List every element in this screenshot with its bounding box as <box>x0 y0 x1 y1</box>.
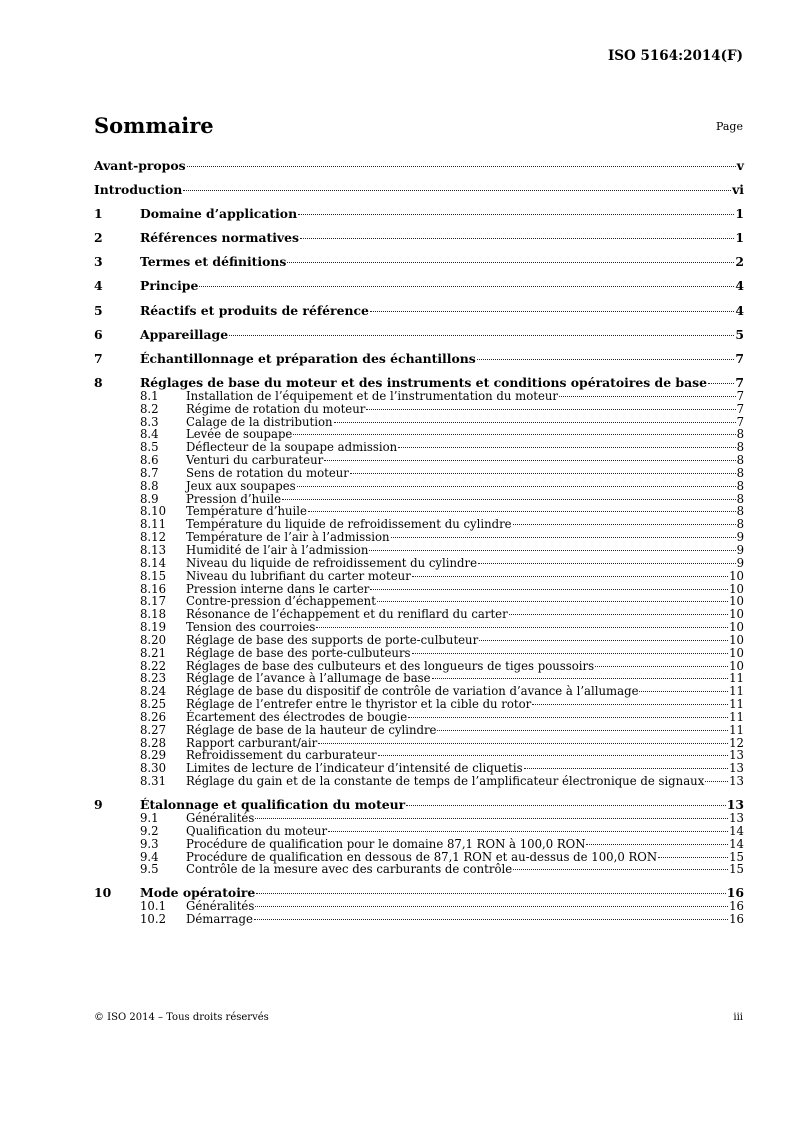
dot-leader <box>229 335 734 336</box>
toc-entry-page: 13 <box>726 797 744 813</box>
toc-subentry-page: 14 <box>729 836 744 851</box>
page-title: Sommaire <box>94 113 214 138</box>
toc-subentry-title: Température du liquide de refroidissement du cylindre <box>186 517 512 532</box>
toc-subentry[interactable] <box>94 557 744 570</box>
toc-subentry-page: 15 <box>729 849 744 864</box>
toc-subentry-page: 7 <box>736 388 744 403</box>
toc-subentry-page: 11 <box>729 722 744 737</box>
toc-subentry-title: Jeux aux soupapes <box>186 478 296 493</box>
toc-subentry-number: 10.2 <box>140 912 167 927</box>
dot-leader <box>298 214 734 215</box>
toc-subentry-page: 8 <box>736 427 744 442</box>
dot-leader <box>532 704 728 705</box>
dot-leader <box>708 383 734 384</box>
toc-subentry-title: Réglage de base du dispositif de contrôle de variation d’avance à l’allumage <box>186 684 639 699</box>
dot-leader <box>406 805 726 806</box>
toc-subentry-title: Écartement des électrodes de bougie <box>186 709 408 724</box>
toc-subentry-page: 11 <box>729 684 744 699</box>
toc-subentry-page: 10 <box>729 645 744 660</box>
toc-subentry[interactable] <box>94 390 744 403</box>
toc-subentry-number: 8.27 <box>140 722 167 737</box>
toc-entry-title: Réactifs et produits de référence <box>140 302 369 318</box>
dot-leader <box>398 447 735 448</box>
toc-entry-number: 1 <box>94 206 103 222</box>
dot-leader <box>297 486 736 487</box>
toc-entry[interactable] <box>94 327 744 342</box>
dot-leader <box>559 396 736 397</box>
toc-entry-title: Échantillonnage et préparation des échantillons <box>140 350 476 366</box>
dot-leader <box>255 818 728 819</box>
toc-subentry-title: Généralités <box>186 899 255 914</box>
toc-subentry-number: 8.13 <box>140 542 167 557</box>
toc-subentry-number: 8.15 <box>140 568 167 583</box>
document-id: ISO 5164:2014(F) <box>607 48 743 64</box>
toc-entry[interactable] <box>94 158 744 173</box>
toc-subentry-number: 8.23 <box>140 671 167 686</box>
toc-subentry-number: 8.31 <box>140 774 167 789</box>
dot-leader <box>513 524 736 525</box>
toc-subentry-page: 10 <box>729 658 744 673</box>
toc-subentry[interactable] <box>94 467 744 480</box>
toc-subentry-title: Réglage du gain et de la constante de temps de l’amplificateur électronique de signaux <box>186 774 705 789</box>
toc-subentry-title: Limites de lecture de l’indicateur d’intensité de cliquetis <box>186 761 523 776</box>
toc-subentry-number: 8.25 <box>140 697 167 712</box>
dot-leader <box>378 755 729 756</box>
toc-subentry-number: 8.5 <box>140 440 159 455</box>
toc-subentry-page: 13 <box>729 811 744 826</box>
toc-subentry-page: 10 <box>729 594 744 609</box>
toc-subentry-title: Rapport carburant/air <box>186 735 318 750</box>
toc-subentry-title: Niveau du liquide de refroidissement du cylindre <box>186 555 477 570</box>
dot-leader <box>437 730 728 731</box>
toc-subentry-page: 11 <box>729 709 744 724</box>
toc-subentry-title: Réglage de l’entrefer entre le thyristor et la cible du rotor <box>186 697 532 712</box>
toc-subentry-title: Humidité de l’air à l’admission <box>186 542 369 557</box>
dot-leader <box>586 844 728 845</box>
toc-subentry[interactable] <box>94 621 744 634</box>
toc-entry-page: vi <box>732 182 744 198</box>
toc-subentry-page: 15 <box>729 862 744 877</box>
toc-subentry-page: 13 <box>729 774 744 789</box>
toc-subentry-title: Niveau du lubrifiant du carter moteur <box>186 568 411 583</box>
toc-subentry[interactable] <box>94 544 744 557</box>
toc-subentry-title: Procédure de qualification pour le domaine 87,1 RON à 100,0 RON <box>186 836 586 851</box>
toc-entry-page: 7 <box>735 374 744 390</box>
dot-leader <box>318 743 728 744</box>
toc-subentry-number: 9.2 <box>140 823 159 838</box>
toc-subentry-number: 8.24 <box>140 684 167 699</box>
dot-leader <box>369 550 735 551</box>
toc-entry-title: Étalonnage et qualification du moteur <box>140 797 406 813</box>
toc-subentry-page: 7 <box>736 401 744 416</box>
toc-entry[interactable] <box>94 797 744 812</box>
toc-subentry-page: 9 <box>736 555 744 570</box>
dot-leader <box>524 768 729 769</box>
dot-leader <box>705 781 728 782</box>
dot-leader <box>408 717 728 718</box>
toc-subentry-title: Température d’huile <box>186 504 307 519</box>
toc-subentry-number: 8.10 <box>140 504 167 519</box>
toc-subentry-title: Qualification du moteur <box>186 823 328 838</box>
toc-entry-title: Domaine d’application <box>140 206 298 222</box>
toc-subentry-title: Résonance de l’échappement et du reniflard du carter <box>186 607 508 622</box>
toc-subentry-number: 8.11 <box>140 517 167 532</box>
toc-entry[interactable] <box>94 351 744 366</box>
toc-subentry-page: 16 <box>729 899 744 914</box>
toc-entry-title: Introduction <box>94 182 183 198</box>
toc-subentry[interactable] <box>94 454 744 467</box>
dot-leader <box>412 653 729 654</box>
toc-subentry-title: Généralités <box>186 811 255 826</box>
toc-subentry-number: 8.20 <box>140 632 167 647</box>
dot-leader <box>639 691 728 692</box>
dot-leader <box>324 460 735 461</box>
dot-leader <box>412 576 728 577</box>
toc-subentry-page: 7 <box>736 414 744 429</box>
dot-leader <box>308 511 736 512</box>
toc-subentry-page: 8 <box>736 453 744 468</box>
toc-entry-title: Réglages de base du moteur et des instruments et conditions opératoires de base <box>140 374 707 390</box>
toc-entry-number: 10 <box>94 885 112 901</box>
dot-leader <box>432 678 729 679</box>
toc-subentry-page: 13 <box>729 761 744 776</box>
toc-subentry-number: 10.1 <box>140 899 167 914</box>
toc-entry-page: 1 <box>735 206 744 222</box>
toc-entry[interactable] <box>94 375 744 390</box>
toc-subentry-title: Refroidissement du carburateur <box>186 748 377 763</box>
toc-entry-title: Mode opératoire <box>140 885 256 901</box>
toc-entry-title: Références normatives <box>140 230 299 246</box>
toc-subentry[interactable] <box>94 825 744 838</box>
toc-subentry-page: 12 <box>729 735 744 750</box>
toc-subentry[interactable] <box>94 775 744 788</box>
toc-subentry-number: 8.8 <box>140 478 159 493</box>
toc-subentry-page: 16 <box>729 912 744 927</box>
dot-leader <box>300 238 734 239</box>
dot-leader <box>328 831 728 832</box>
toc-subentry-title: Pression interne dans le carter <box>186 581 370 596</box>
toc-subentry-title: Venturi du carburateur <box>186 453 324 468</box>
dot-leader <box>255 906 728 907</box>
toc-subentry-title: Déflecteur de la soupape admission <box>186 440 398 455</box>
toc-subentry-page: 13 <box>729 748 744 763</box>
toc-entry[interactable] <box>94 230 744 245</box>
toc-subentry-page: 9 <box>736 530 744 545</box>
dot-leader <box>595 666 728 667</box>
toc-subentry-number: 8.9 <box>140 491 159 506</box>
toc-subentry-number: 8.7 <box>140 465 159 480</box>
toc-entry-number: 8 <box>94 374 103 390</box>
toc-entry-page: v <box>736 158 744 173</box>
toc-subentry-page: 8 <box>736 517 744 532</box>
toc-subentry-title: Contrôle de la mesure avec des carburants de contrôle <box>186 862 513 877</box>
toc-entry-title: Avant-propos <box>94 158 186 173</box>
toc-subentry[interactable] <box>94 480 744 493</box>
toc-entry-number: 2 <box>94 230 103 246</box>
dot-leader <box>316 627 728 628</box>
toc-subentry[interactable] <box>94 647 744 660</box>
toc-entry-page: 16 <box>726 885 744 901</box>
toc-subentry[interactable] <box>94 403 744 416</box>
toc-subentry-title: Démarrage <box>186 912 253 927</box>
dot-leader <box>377 601 728 602</box>
dot-leader <box>366 409 735 410</box>
toc-subentry[interactable] <box>94 838 744 851</box>
toc-subentry-page: 11 <box>729 697 744 712</box>
toc-subentry-number: 9.4 <box>140 849 159 864</box>
toc-subentry-number: 8.1 <box>140 388 159 403</box>
toc-subentry-title: Tension des courroies <box>186 620 316 635</box>
dot-leader <box>479 640 728 641</box>
toc-subentry-title: Calage de la distribution <box>186 414 333 429</box>
dot-leader <box>187 166 736 167</box>
toc-subentry-number: 9.1 <box>140 811 159 826</box>
dot-leader <box>370 311 734 312</box>
toc-subentry-number: 8.29 <box>140 748 167 763</box>
toc-entry-title: Principe <box>140 278 199 294</box>
toc-entry-page: 7 <box>735 350 744 366</box>
toc-subentry-page: 8 <box>736 440 744 455</box>
toc-subentry-title: Réglage de base des porte-culbuteurs <box>186 645 411 660</box>
toc-subentry-number: 8.4 <box>140 427 159 442</box>
toc-entry[interactable] <box>94 254 744 269</box>
toc-entry[interactable] <box>94 206 744 221</box>
toc-subentry-number: 9.5 <box>140 862 159 877</box>
toc-subentry-number: 8.30 <box>140 761 167 776</box>
toc-entry-number: 6 <box>94 326 103 342</box>
toc-subentry[interactable] <box>94 913 744 926</box>
toc-entry[interactable] <box>94 278 744 293</box>
toc-subentry[interactable] <box>94 863 744 876</box>
dot-leader <box>658 857 728 858</box>
dot-leader <box>334 422 736 423</box>
toc-entry-title: Appareillage <box>140 326 229 342</box>
toc-subentry-page: 10 <box>729 620 744 635</box>
toc-subentry-title: Contre-pression d’échappement <box>186 594 376 609</box>
toc-subentry-number: 8.18 <box>140 607 167 622</box>
toc-subentry-number: 8.6 <box>140 453 159 468</box>
dot-leader <box>477 359 735 360</box>
toc-subentry-number: 8.21 <box>140 645 167 660</box>
toc-subentry[interactable] <box>94 634 744 647</box>
toc-subentry-page: 8 <box>736 465 744 480</box>
toc-subentry-number: 8.26 <box>140 709 167 724</box>
dot-leader <box>254 919 728 920</box>
toc-subentry-page: 8 <box>736 504 744 519</box>
toc-entry[interactable] <box>94 885 744 900</box>
toc-subentry-page: 11 <box>729 671 744 686</box>
toc-subentry-title: Installation de l’équipement et de l’instrumentation du moteur <box>186 388 558 403</box>
dot-leader <box>287 262 734 263</box>
table-of-contents <box>94 158 744 926</box>
toc-entry-page: 4 <box>735 302 744 318</box>
dot-leader <box>256 893 725 894</box>
toc-subentry-number: 8.14 <box>140 555 167 570</box>
toc-subentry[interactable] <box>94 724 744 737</box>
toc-subentry-number: 8.17 <box>140 594 167 609</box>
toc-subentry[interactable] <box>94 812 744 825</box>
toc-subentry-title: Réglage de base de la hauteur de cylindre <box>186 722 437 737</box>
toc-subentry-title: Réglage de l’avance à l’allumage de base <box>186 671 431 686</box>
dot-leader <box>183 190 731 191</box>
toc-entry[interactable] <box>94 182 744 197</box>
dot-leader <box>509 614 728 615</box>
toc-subentry-page: 10 <box>729 581 744 596</box>
toc-subentry-page: 9 <box>736 542 744 557</box>
dot-leader <box>199 286 734 287</box>
toc-subentry-number: 8.28 <box>140 735 167 750</box>
toc-subentry[interactable] <box>94 570 744 583</box>
dot-leader <box>370 589 728 590</box>
dot-leader <box>513 869 728 870</box>
page-number: iii <box>733 1012 743 1023</box>
dot-leader <box>282 499 736 500</box>
toc-entry-number: 7 <box>94 350 103 366</box>
toc-entry-number: 9 <box>94 797 103 813</box>
toc-subentry-title: Sens de rotation du moteur <box>186 465 349 480</box>
toc-subentry-page: 8 <box>736 478 744 493</box>
toc-subentry-page: 10 <box>729 632 744 647</box>
toc-subentry-page: 10 <box>729 607 744 622</box>
toc-entry-number: 3 <box>94 254 103 270</box>
dot-leader <box>391 537 736 538</box>
toc-subentry[interactable] <box>94 711 744 724</box>
toc-subentry-title: Régime de rotation du moteur <box>186 401 366 416</box>
toc-subentry-title: Levée de soupape <box>186 427 293 442</box>
toc-subentry-number: 9.3 <box>140 836 159 851</box>
toc-subentry-number: 8.19 <box>140 620 167 635</box>
dot-leader <box>478 563 736 564</box>
toc-entry-page: 5 <box>735 326 744 342</box>
toc-subentry-number: 8.16 <box>140 581 167 596</box>
toc-entry-page: 2 <box>735 254 744 270</box>
toc-subentry-number: 8.12 <box>140 530 167 545</box>
toc-subentry-title: Procédure de qualification en dessous de 87,1 RON et au-dessus de 100,0 RON <box>186 849 658 864</box>
toc-subentry-number: 8.22 <box>140 658 167 673</box>
toc-entry[interactable] <box>94 303 744 318</box>
toc-subentry-title: Température de l’air à l’admission <box>186 530 390 545</box>
toc-subentry-page: 14 <box>729 823 744 838</box>
page-column-label: Page <box>715 120 743 133</box>
toc-entry-number: 5 <box>94 302 103 318</box>
toc-entry-page: 4 <box>735 278 744 294</box>
toc-subentry[interactable] <box>94 698 744 711</box>
toc-subentry-title: Pression d’huile <box>186 491 282 506</box>
toc-subentry-number: 8.3 <box>140 414 159 429</box>
toc-subentry-title: Réglages de base des culbuteurs et des longueurs de tiges poussoirs <box>186 658 595 673</box>
toc-entry-page: 1 <box>735 230 744 246</box>
toc-subentry-number: 8.2 <box>140 401 159 416</box>
toc-subentry-page: 10 <box>729 568 744 583</box>
copyright-notice: © ISO 2014 – Tous droits réservés <box>94 1012 269 1023</box>
dot-leader <box>350 473 736 474</box>
toc-subentry-title: Réglage de base des supports de porte-culbuteur <box>186 632 479 647</box>
toc-entry-number: 4 <box>94 278 103 294</box>
toc-entry-title: Termes et définitions <box>140 254 287 270</box>
toc-subentry-page: 8 <box>736 491 744 506</box>
dot-leader <box>293 434 735 435</box>
